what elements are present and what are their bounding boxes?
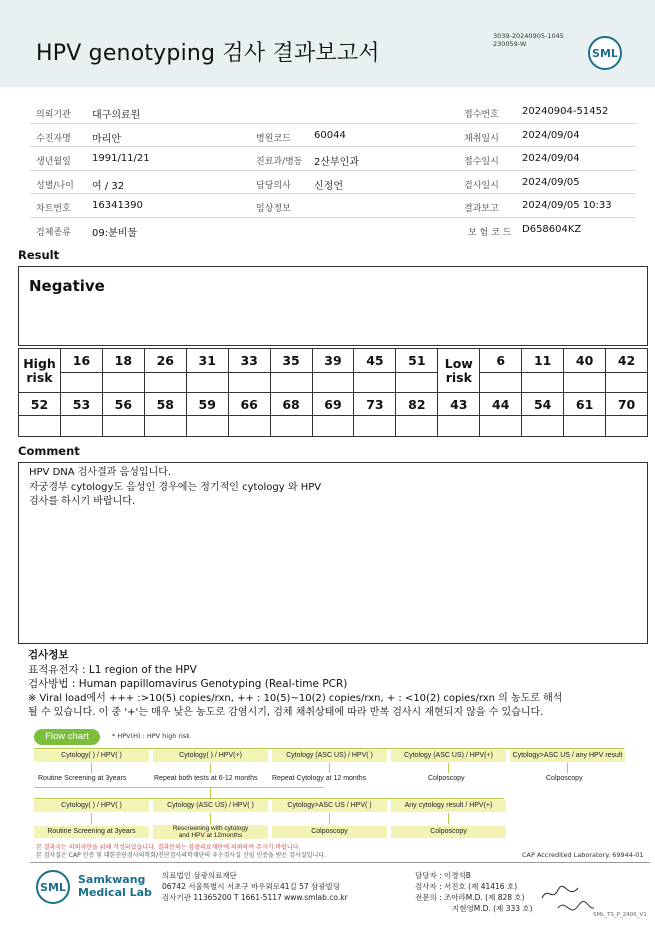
result-cell: [438, 416, 480, 437]
flow-chart-legend: * HPV(H) : HPV high risk: [112, 732, 191, 740]
genotype-cell: 26: [144, 349, 186, 373]
lab-info: [162, 870, 348, 903]
staff-line: 담당자 : 이경석B: [415, 871, 471, 880]
result-cell: [564, 416, 606, 437]
sml-logo-icon: [588, 36, 622, 70]
result-cell: [354, 416, 396, 437]
footer-divider: [30, 862, 650, 863]
info-label: 담당의사: [256, 180, 291, 191]
result-cell: [61, 373, 103, 393]
result-cell: [186, 373, 228, 393]
genotype-cell: 45: [354, 349, 396, 373]
genotype-cell: 35: [270, 349, 312, 373]
result-cell: [312, 373, 354, 393]
info-row: [30, 147, 636, 171]
staff-line: 검사자 : 서진호 (제 41416 호): [415, 882, 518, 891]
brand-line: Medical Lab: [78, 886, 152, 899]
genotype-cell: 11: [522, 349, 564, 373]
comment-line: 검사를 하시기 바랍니다.: [29, 496, 136, 507]
flow-node: Cytology (ASC US) / HPV( ): [272, 750, 387, 762]
info-row: [30, 171, 636, 195]
info-label: 진료과/병동: [256, 157, 303, 167]
info-value: 여 / 32: [92, 180, 125, 192]
genotype-cell: 44: [480, 393, 522, 416]
genotype-cell: 6: [480, 349, 522, 373]
info-label: 병원코드: [256, 133, 291, 144]
viral-load-note: [28, 692, 650, 720]
info-label: 접수번호: [464, 110, 499, 120]
result-cell: [522, 416, 564, 437]
flow-node: Routine Screening at 3years: [38, 775, 127, 782]
info-value: 2산부인과: [314, 157, 360, 168]
info-value: 신정언: [314, 180, 343, 192]
info-value: D658604KZ: [522, 223, 582, 235]
flow-connector: [34, 748, 624, 749]
genotype-cell: 58: [144, 393, 186, 416]
info-label: 차트번호: [36, 204, 71, 214]
info-label: 채취일시: [464, 133, 499, 144]
document-id-line1: 3039-20240905-1045: [493, 32, 564, 40]
info-row: [30, 124, 636, 148]
info-row: [30, 100, 636, 124]
logo-text: SML: [592, 47, 618, 60]
signature-icon: [556, 896, 596, 920]
flow-node: Colposcopy: [428, 775, 465, 782]
genotype-cell: 66: [228, 393, 270, 416]
result-cell: [19, 416, 61, 437]
info-value: 2024/09/04: [522, 129, 580, 141]
result-cell: [564, 373, 606, 393]
genotype-cell: 42: [606, 349, 648, 373]
genotype-cell: 33: [228, 349, 270, 373]
result-cell: [270, 373, 312, 393]
comment-box: [18, 462, 648, 644]
result-box: [18, 266, 648, 346]
result-cell: [480, 416, 522, 437]
genotype-cell: 53: [61, 393, 103, 416]
flow-node: Cytology( ) / HPV( ): [34, 800, 149, 812]
flow-connector: [91, 813, 92, 824]
flow-connector: [34, 798, 504, 799]
note-line: 될 수 있습니다. 이 중 '+'는 매우 낮은 농도로 감염시기, 검체 채취상태에 따라 반복 검사시 재현되지 않을 수 있습니다.: [28, 707, 544, 718]
flow-connector: [329, 763, 330, 773]
info-row: [30, 194, 636, 218]
result-cell: [606, 416, 648, 437]
genotype-header-row: [19, 393, 648, 416]
info-value: 대구의료원: [92, 110, 141, 121]
document-id-line2: 230059-W: [493, 40, 527, 48]
brand-line: Samkwang: [78, 873, 146, 886]
page-title: HPV genotyping 검사 결과보고서: [36, 41, 380, 66]
info-label: 생년월일: [36, 157, 71, 167]
genotype-cell: 70: [606, 393, 648, 416]
info-value: 2024/09/05 10:33: [522, 200, 612, 211]
result-value: Negative: [29, 277, 105, 295]
info-label: 접수일시: [464, 157, 499, 167]
genotype-result-row: [19, 373, 648, 393]
sml-logo-icon: [36, 870, 70, 904]
genotype-cell: 68: [270, 393, 312, 416]
result-heading: Result: [18, 248, 60, 262]
comment-line: 자궁경부 cytology도 음성인 경우에는 정기적인 cytology 와 HPV: [29, 481, 322, 493]
flow-node-line: and HPV at 12months: [178, 832, 243, 839]
genotype-result-row: [19, 416, 648, 437]
flow-node: Cytology>ASC US / any HPV result: [510, 750, 625, 762]
info-label: 결과보고: [464, 204, 499, 214]
result-cell: [228, 416, 270, 437]
info-value: 1991/11/21: [92, 153, 150, 164]
genotype-cell: 52: [19, 393, 61, 416]
info-label: 검체종류: [36, 227, 71, 238]
staff-line: 전문의 : 조아라M.D. (제 828 호): [415, 893, 525, 902]
exam-info-heading: 검사정보: [28, 649, 69, 661]
info-value: 2024/09/04: [522, 153, 580, 164]
flow-node: Cytology (ASC US) / HPV(+): [391, 750, 506, 762]
genotype-cell: 40: [564, 349, 606, 373]
info-label: 의뢰기관: [36, 110, 71, 120]
info-value: 16341390: [92, 200, 143, 211]
result-cell: [102, 373, 144, 393]
flow-connector: [210, 813, 211, 824]
genotype-cell: 56: [102, 393, 144, 416]
exam-method: 검사방법 : Human papillomavirus Genotyping (Real-time PCR): [28, 678, 348, 690]
exam-target: 표적유전자 : L1 region of the HPV: [28, 663, 197, 676]
info-label: 보 험 코 드: [468, 227, 512, 238]
info-value: 마리안: [92, 133, 121, 145]
info-row: [30, 218, 636, 242]
flow-chart-badge: Flow chart: [34, 729, 100, 745]
flow-node: Colposcopy: [272, 826, 387, 838]
result-cell: [522, 373, 564, 393]
lab-info-line: 06742 서울특별시 서초구 바우뫼로41길 57 삼광빌딩: [162, 882, 341, 891]
document-id: [493, 32, 564, 48]
genotype-table: [18, 348, 648, 437]
flow-node: Any cytology result / HPV(+): [391, 800, 506, 812]
result-cell: [228, 373, 270, 393]
flow-connector: [448, 813, 449, 824]
logo-text: SML: [40, 881, 66, 894]
result-cell: [396, 416, 438, 437]
result-cell: [186, 416, 228, 437]
result-cell: [144, 416, 186, 437]
flow-connector: [91, 763, 92, 773]
info-label: 수진자명: [36, 133, 71, 144]
result-cell: [102, 416, 144, 437]
flow-node: Repeat both tests at 6-12 months: [154, 775, 258, 782]
genotype-cell: 59: [186, 393, 228, 416]
genotype-cell: 73: [354, 393, 396, 416]
patient-info: [30, 100, 636, 241]
genotype-cell: 51: [396, 349, 438, 373]
flow-node: Colposcopy: [391, 826, 506, 838]
exam-info: [28, 648, 347, 692]
lab-info-line: 의료법인 삼광의료재단: [162, 871, 237, 880]
result-cell: [396, 373, 438, 393]
result-cell: [480, 373, 522, 393]
flow-connector: [34, 787, 324, 788]
info-label: 임상정보: [256, 204, 291, 214]
genotype-header-row: [19, 349, 648, 373]
result-cell: [144, 373, 186, 393]
genotype-cell: 61: [564, 393, 606, 416]
result-cell: [270, 416, 312, 437]
staff-info: [415, 870, 533, 914]
note-line: ※ Viral load에서 +++ :>10(5) copies/rxn, ++ : 10(5)~10(2) copies/rxn, + : <10(2) copies/rxn 의 농도로 해석: [28, 693, 563, 704]
genotype-cell: 16: [61, 349, 103, 373]
flow-node: Cytology>ASC US / HPV( ): [272, 800, 387, 812]
flow-connector: [329, 813, 330, 824]
staff-line: 지현영M.D. (제 333 호): [452, 904, 533, 913]
info-label: 성별/나이: [36, 180, 74, 191]
result-cell: [606, 373, 648, 393]
flow-connector: [448, 763, 449, 773]
info-value: 60044: [314, 129, 346, 141]
flow-node: Colposcopy: [546, 775, 583, 782]
flow-connector: [567, 763, 568, 773]
info-value: 09:분비물: [92, 227, 138, 239]
info-value: 20240904-51452: [522, 106, 609, 117]
certification-note: 본 검사실은 CAP 인증 및 대한진단검사의학회/진단검사의학재단의 우수검사실 신임 인증을 받은 검사실입니다.: [36, 852, 326, 859]
genotype-cell: 69: [312, 393, 354, 416]
flow-node: Cytology( ) / HPV(+): [153, 750, 268, 762]
genotype-cell: 31: [186, 349, 228, 373]
cap-accreditation: CAP Accredited Laboratory. 69944-01: [522, 851, 644, 859]
flow-node: Cytology (ASC US) / HPV( ): [153, 800, 268, 812]
genotype-cell: 82: [396, 393, 438, 416]
flow-node: Repeat Cytology at 12 months: [272, 775, 367, 782]
high-risk-label: High risk: [19, 349, 61, 393]
flow-node-line: Rescreening with cytology: [172, 825, 249, 832]
disclaimer-note: 본 결과지는 의뢰자만을 위해 작성되었습니다. 결과문의는 삼광의료재단에 의뢰하여 주시기 바랍니다.: [36, 844, 301, 851]
low-risk-label: Low risk: [438, 349, 480, 393]
info-value: 2024/09/05: [522, 176, 580, 188]
flow-node: Routine Screening at 3years: [34, 826, 149, 838]
result-cell: [312, 416, 354, 437]
genotype-cell: 43: [438, 393, 480, 416]
form-code: SML_TS_P_2406_V1: [593, 912, 647, 918]
result-cell: [354, 373, 396, 393]
lab-info-line: 검사기관 11365200 T 1661-5117 www.smlab.co.kr: [162, 893, 348, 902]
genotype-cell: 39: [312, 349, 354, 373]
flow-node: [153, 825, 268, 839]
flow-node: Cytology( ) / HPV( ): [34, 750, 149, 762]
info-label: 검사일시: [464, 180, 499, 191]
comment-line: HPV DNA 검사결과 음성입니다.: [29, 467, 172, 478]
flow-connector: [210, 763, 211, 773]
genotype-cell: 18: [102, 349, 144, 373]
brand-name: [78, 873, 152, 899]
result-cell: [61, 416, 103, 437]
genotype-cell: 54: [522, 393, 564, 416]
comment-heading: Comment: [18, 444, 80, 458]
